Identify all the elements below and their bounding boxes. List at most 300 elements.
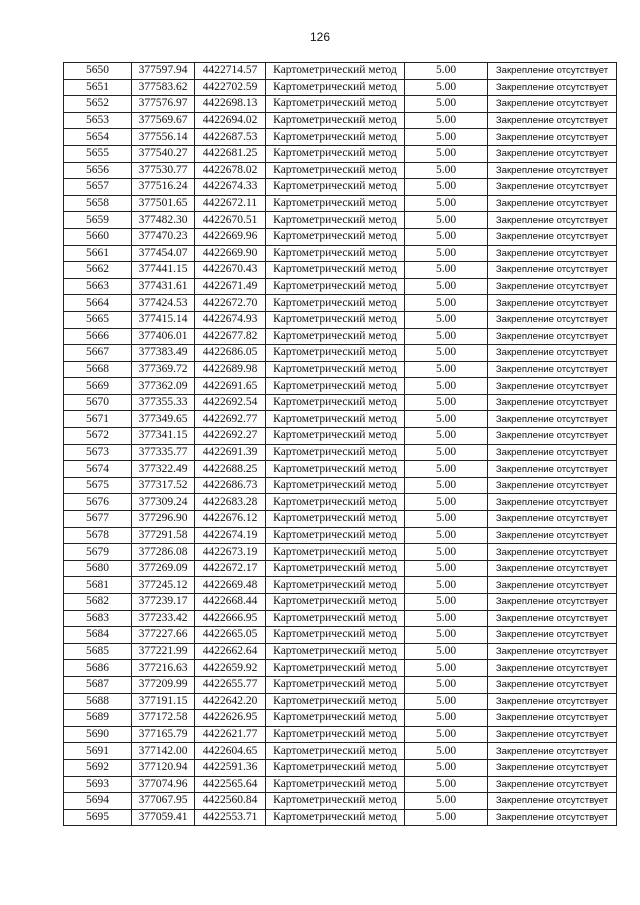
error-cell: 5.00 xyxy=(405,428,488,445)
point-number-cell: 5675 xyxy=(64,477,132,494)
fixation-cell: Закрепление отсутствует xyxy=(488,444,617,461)
fixation-cell: Закрепление отсутствует xyxy=(488,693,617,710)
error-cell: 5.00 xyxy=(405,262,488,279)
table-row xyxy=(64,477,617,494)
y-coordinate-cell: 4422674.33 xyxy=(195,179,266,196)
table-row xyxy=(64,627,617,644)
method-cell: Картометрический метод xyxy=(266,112,405,129)
error-cell: 5.00 xyxy=(405,63,488,80)
error-cell: 5.00 xyxy=(405,345,488,362)
y-coordinate-cell: 4422671.49 xyxy=(195,278,266,295)
x-coordinate-cell: 377362.09 xyxy=(132,378,195,395)
y-coordinate-cell: 4422694.02 xyxy=(195,112,266,129)
coordinates-table xyxy=(63,62,617,826)
error-cell: 5.00 xyxy=(405,759,488,776)
fixation-cell: Закрепление отсутствует xyxy=(488,759,617,776)
fixation-cell: Закрепление отсутствует xyxy=(488,278,617,295)
table-row xyxy=(64,129,617,146)
x-coordinate-cell: 377441.15 xyxy=(132,262,195,279)
point-number-cell: 5672 xyxy=(64,428,132,445)
x-coordinate-cell: 377335.77 xyxy=(132,444,195,461)
table-row xyxy=(64,328,617,345)
x-coordinate-cell: 377067.95 xyxy=(132,793,195,810)
table-row xyxy=(64,411,617,428)
fixation-cell: Закрепление отсутствует xyxy=(488,627,617,644)
y-coordinate-cell: 4422642.20 xyxy=(195,693,266,710)
point-number-cell: 5676 xyxy=(64,494,132,511)
error-cell: 5.00 xyxy=(405,743,488,760)
x-coordinate-cell: 377424.53 xyxy=(132,295,195,312)
method-cell: Картометрический метод xyxy=(266,527,405,544)
x-coordinate-cell: 377120.94 xyxy=(132,759,195,776)
table-row xyxy=(64,345,617,362)
x-coordinate-cell: 377516.24 xyxy=(132,179,195,196)
error-cell: 5.00 xyxy=(405,477,488,494)
error-cell: 5.00 xyxy=(405,527,488,544)
table-row xyxy=(64,494,617,511)
y-coordinate-cell: 4422560.84 xyxy=(195,793,266,810)
fixation-cell: Закрепление отсутствует xyxy=(488,527,617,544)
table-row xyxy=(64,96,617,113)
fixation-cell: Закрепление отсутствует xyxy=(488,361,617,378)
y-coordinate-cell: 4422676.12 xyxy=(195,511,266,528)
fixation-cell: Закрепление отсутствует xyxy=(488,793,617,810)
table-row xyxy=(64,610,617,627)
table-row xyxy=(64,428,617,445)
point-number-cell: 5659 xyxy=(64,212,132,229)
x-coordinate-cell: 377530.77 xyxy=(132,162,195,179)
fixation-cell: Закрепление отсутствует xyxy=(488,477,617,494)
y-coordinate-cell: 4422672.11 xyxy=(195,195,266,212)
fixation-cell: Закрепление отсутствует xyxy=(488,228,617,245)
point-number-cell: 5651 xyxy=(64,79,132,96)
fixation-cell: Закрепление отсутствует xyxy=(488,594,617,611)
table-row xyxy=(64,527,617,544)
y-coordinate-cell: 4422687.53 xyxy=(195,129,266,146)
y-coordinate-cell: 4422698.13 xyxy=(195,96,266,113)
fixation-cell: Закрепление отсутствует xyxy=(488,96,617,113)
fixation-cell: Закрепление отсутствует xyxy=(488,743,617,760)
x-coordinate-cell: 377576.97 xyxy=(132,96,195,113)
fixation-cell: Закрепление отсутствует xyxy=(488,776,617,793)
y-coordinate-cell: 4422692.27 xyxy=(195,428,266,445)
y-coordinate-cell: 4422692.77 xyxy=(195,411,266,428)
x-coordinate-cell: 377317.52 xyxy=(132,477,195,494)
point-number-cell: 5673 xyxy=(64,444,132,461)
method-cell: Картометрический метод xyxy=(266,361,405,378)
fixation-cell: Закрепление отсутствует xyxy=(488,195,617,212)
point-number-cell: 5668 xyxy=(64,361,132,378)
y-coordinate-cell: 4422669.48 xyxy=(195,577,266,594)
x-coordinate-cell: 377233.42 xyxy=(132,610,195,627)
x-coordinate-cell: 377569.67 xyxy=(132,112,195,129)
point-number-cell: 5678 xyxy=(64,527,132,544)
y-coordinate-cell: 4422702.59 xyxy=(195,79,266,96)
x-coordinate-cell: 377239.17 xyxy=(132,594,195,611)
error-cell: 5.00 xyxy=(405,494,488,511)
point-number-cell: 5661 xyxy=(64,245,132,262)
method-cell: Картометрический метод xyxy=(266,577,405,594)
error-cell: 5.00 xyxy=(405,461,488,478)
point-number-cell: 5670 xyxy=(64,394,132,411)
table-row xyxy=(64,112,617,129)
fixation-cell: Закрепление отсутствует xyxy=(488,577,617,594)
x-coordinate-cell: 377221.99 xyxy=(132,643,195,660)
error-cell: 5.00 xyxy=(405,112,488,129)
point-number-cell: 5684 xyxy=(64,627,132,644)
table-row xyxy=(64,79,617,96)
y-coordinate-cell: 4422683.28 xyxy=(195,494,266,511)
method-cell: Картометрический метод xyxy=(266,809,405,826)
error-cell: 5.00 xyxy=(405,560,488,577)
x-coordinate-cell: 377309.24 xyxy=(132,494,195,511)
y-coordinate-cell: 4422565.64 xyxy=(195,776,266,793)
method-cell: Картометрический метод xyxy=(266,710,405,727)
error-cell: 5.00 xyxy=(405,710,488,727)
x-coordinate-cell: 377406.01 xyxy=(132,328,195,345)
y-coordinate-cell: 4422621.77 xyxy=(195,726,266,743)
y-coordinate-cell: 4422669.96 xyxy=(195,228,266,245)
point-number-cell: 5666 xyxy=(64,328,132,345)
x-coordinate-cell: 377341.15 xyxy=(132,428,195,445)
coordinates-table-body xyxy=(64,63,617,826)
y-coordinate-cell: 4422714.57 xyxy=(195,63,266,80)
point-number-cell: 5685 xyxy=(64,643,132,660)
fixation-cell: Закрепление отсутствует xyxy=(488,295,617,312)
fixation-cell: Закрепление отсутствует xyxy=(488,328,617,345)
method-cell: Картометрический метод xyxy=(266,262,405,279)
x-coordinate-cell: 377227.66 xyxy=(132,627,195,644)
x-coordinate-cell: 377369.72 xyxy=(132,361,195,378)
x-coordinate-cell: 377349.65 xyxy=(132,411,195,428)
table-row xyxy=(64,793,617,810)
point-number-cell: 5689 xyxy=(64,710,132,727)
method-cell: Картометрический метод xyxy=(266,743,405,760)
error-cell: 5.00 xyxy=(405,179,488,196)
y-coordinate-cell: 4422677.82 xyxy=(195,328,266,345)
y-coordinate-cell: 4422670.51 xyxy=(195,212,266,229)
point-number-cell: 5662 xyxy=(64,262,132,279)
error-cell: 5.00 xyxy=(405,278,488,295)
error-cell: 5.00 xyxy=(405,544,488,561)
method-cell: Картометрический метод xyxy=(266,63,405,80)
method-cell: Картометрический метод xyxy=(266,776,405,793)
y-coordinate-cell: 4422591.36 xyxy=(195,759,266,776)
table-row xyxy=(64,145,617,162)
fixation-cell: Закрепление отсутствует xyxy=(488,311,617,328)
method-cell: Картометрический метод xyxy=(266,295,405,312)
point-number-cell: 5665 xyxy=(64,311,132,328)
table-row xyxy=(64,594,617,611)
y-coordinate-cell: 4422659.92 xyxy=(195,660,266,677)
error-cell: 5.00 xyxy=(405,444,488,461)
error-cell: 5.00 xyxy=(405,726,488,743)
error-cell: 5.00 xyxy=(405,676,488,693)
table-row xyxy=(64,461,617,478)
error-cell: 5.00 xyxy=(405,228,488,245)
error-cell: 5.00 xyxy=(405,793,488,810)
point-number-cell: 5691 xyxy=(64,743,132,760)
method-cell: Картометрический метод xyxy=(266,311,405,328)
point-number-cell: 5682 xyxy=(64,594,132,611)
x-coordinate-cell: 377597.94 xyxy=(132,63,195,80)
error-cell: 5.00 xyxy=(405,411,488,428)
table-row xyxy=(64,809,617,826)
y-coordinate-cell: 4422665.05 xyxy=(195,627,266,644)
y-coordinate-cell: 4422669.90 xyxy=(195,245,266,262)
table-row xyxy=(64,162,617,179)
error-cell: 5.00 xyxy=(405,594,488,611)
table-row xyxy=(64,361,617,378)
method-cell: Картометрический метод xyxy=(266,428,405,445)
method-cell: Картометрический метод xyxy=(266,79,405,96)
error-cell: 5.00 xyxy=(405,660,488,677)
x-coordinate-cell: 377583.62 xyxy=(132,79,195,96)
x-coordinate-cell: 377296.90 xyxy=(132,511,195,528)
table-row xyxy=(64,544,617,561)
y-coordinate-cell: 4422688.25 xyxy=(195,461,266,478)
method-cell: Картометрический метод xyxy=(266,212,405,229)
point-number-cell: 5683 xyxy=(64,610,132,627)
error-cell: 5.00 xyxy=(405,145,488,162)
table-row xyxy=(64,179,617,196)
method-cell: Картометрический метод xyxy=(266,411,405,428)
y-coordinate-cell: 4422673.19 xyxy=(195,544,266,561)
point-number-cell: 5677 xyxy=(64,511,132,528)
method-cell: Картометрический метод xyxy=(266,594,405,611)
method-cell: Картометрический метод xyxy=(266,610,405,627)
error-cell: 5.00 xyxy=(405,511,488,528)
point-number-cell: 5694 xyxy=(64,793,132,810)
point-number-cell: 5688 xyxy=(64,693,132,710)
y-coordinate-cell: 4422666.95 xyxy=(195,610,266,627)
y-coordinate-cell: 4422692.54 xyxy=(195,394,266,411)
y-coordinate-cell: 4422668.44 xyxy=(195,594,266,611)
table-row xyxy=(64,245,617,262)
point-number-cell: 5654 xyxy=(64,129,132,146)
table-row xyxy=(64,212,617,229)
y-coordinate-cell: 4422662.64 xyxy=(195,643,266,660)
x-coordinate-cell: 377191.15 xyxy=(132,693,195,710)
method-cell: Картометрический метод xyxy=(266,676,405,693)
point-number-cell: 5693 xyxy=(64,776,132,793)
error-cell: 5.00 xyxy=(405,809,488,826)
fixation-cell: Закрепление отсутствует xyxy=(488,245,617,262)
fixation-cell: Закрепление отсутствует xyxy=(488,643,617,660)
point-number-cell: 5671 xyxy=(64,411,132,428)
fixation-cell: Закрепление отсутствует xyxy=(488,660,617,677)
fixation-cell: Закрепление отсутствует xyxy=(488,262,617,279)
fixation-cell: Закрепление отсутствует xyxy=(488,544,617,561)
error-cell: 5.00 xyxy=(405,245,488,262)
method-cell: Картометрический метод xyxy=(266,278,405,295)
table-row xyxy=(64,726,617,743)
error-cell: 5.00 xyxy=(405,378,488,395)
fixation-cell: Закрепление отсутствует xyxy=(488,162,617,179)
x-coordinate-cell: 377216.63 xyxy=(132,660,195,677)
method-cell: Картометрический метод xyxy=(266,477,405,494)
table-row xyxy=(64,278,617,295)
point-number-cell: 5695 xyxy=(64,809,132,826)
table-row xyxy=(64,378,617,395)
method-cell: Картометрический метод xyxy=(266,793,405,810)
fixation-cell: Закрепление отсутствует xyxy=(488,179,617,196)
method-cell: Картометрический метод xyxy=(266,759,405,776)
method-cell: Картометрический метод xyxy=(266,228,405,245)
fixation-cell: Закрепление отсутствует xyxy=(488,411,617,428)
y-coordinate-cell: 4422686.05 xyxy=(195,345,266,362)
fixation-cell: Закрепление отсутствует xyxy=(488,378,617,395)
x-coordinate-cell: 377245.12 xyxy=(132,577,195,594)
x-coordinate-cell: 377454.07 xyxy=(132,245,195,262)
table-row xyxy=(64,444,617,461)
y-coordinate-cell: 4422672.17 xyxy=(195,560,266,577)
method-cell: Картометрический метод xyxy=(266,145,405,162)
method-cell: Картометрический метод xyxy=(266,643,405,660)
x-coordinate-cell: 377291.58 xyxy=(132,527,195,544)
method-cell: Картометрический метод xyxy=(266,494,405,511)
x-coordinate-cell: 377172.58 xyxy=(132,710,195,727)
method-cell: Картометрический метод xyxy=(266,394,405,411)
point-number-cell: 5660 xyxy=(64,228,132,245)
x-coordinate-cell: 377482.30 xyxy=(132,212,195,229)
page-number: 126 xyxy=(309,30,331,44)
table-row xyxy=(64,693,617,710)
y-coordinate-cell: 4422674.19 xyxy=(195,527,266,544)
fixation-cell: Закрепление отсутствует xyxy=(488,428,617,445)
y-coordinate-cell: 4422674.93 xyxy=(195,311,266,328)
x-coordinate-cell: 377209.99 xyxy=(132,676,195,693)
method-cell: Картометрический метод xyxy=(266,378,405,395)
point-number-cell: 5669 xyxy=(64,378,132,395)
error-cell: 5.00 xyxy=(405,643,488,660)
point-number-cell: 5681 xyxy=(64,577,132,594)
fixation-cell: Закрепление отсутствует xyxy=(488,394,617,411)
method-cell: Картометрический метод xyxy=(266,96,405,113)
method-cell: Картометрический метод xyxy=(266,560,405,577)
x-coordinate-cell: 377470.23 xyxy=(132,228,195,245)
y-coordinate-cell: 4422691.39 xyxy=(195,444,266,461)
method-cell: Картометрический метод xyxy=(266,511,405,528)
x-coordinate-cell: 377059.41 xyxy=(132,809,195,826)
point-number-cell: 5680 xyxy=(64,560,132,577)
table-row xyxy=(64,643,617,660)
table-row xyxy=(64,577,617,594)
table-row xyxy=(64,676,617,693)
fixation-cell: Закрепление отсутствует xyxy=(488,145,617,162)
point-number-cell: 5655 xyxy=(64,145,132,162)
y-coordinate-cell: 4422604.65 xyxy=(195,743,266,760)
x-coordinate-cell: 377074.96 xyxy=(132,776,195,793)
table-row xyxy=(64,776,617,793)
x-coordinate-cell: 377355.33 xyxy=(132,394,195,411)
table-row xyxy=(64,63,617,80)
fixation-cell: Закрепление отсутствует xyxy=(488,461,617,478)
method-cell: Картометрический метод xyxy=(266,726,405,743)
error-cell: 5.00 xyxy=(405,610,488,627)
y-coordinate-cell: 4422691.65 xyxy=(195,378,266,395)
method-cell: Картометрический метод xyxy=(266,461,405,478)
table-row xyxy=(64,660,617,677)
method-cell: Картометрический метод xyxy=(266,129,405,146)
fixation-cell: Закрепление отсутствует xyxy=(488,63,617,80)
x-coordinate-cell: 377415.14 xyxy=(132,311,195,328)
point-number-cell: 5679 xyxy=(64,544,132,561)
x-coordinate-cell: 377286.08 xyxy=(132,544,195,561)
point-number-cell: 5650 xyxy=(64,63,132,80)
error-cell: 5.00 xyxy=(405,129,488,146)
method-cell: Картометрический метод xyxy=(266,328,405,345)
point-number-cell: 5663 xyxy=(64,278,132,295)
point-number-cell: 5674 xyxy=(64,461,132,478)
x-coordinate-cell: 377540.27 xyxy=(132,145,195,162)
method-cell: Картометрический метод xyxy=(266,195,405,212)
fixation-cell: Закрепление отсутствует xyxy=(488,345,617,362)
table-row xyxy=(64,511,617,528)
method-cell: Картометрический метод xyxy=(266,179,405,196)
error-cell: 5.00 xyxy=(405,311,488,328)
error-cell: 5.00 xyxy=(405,212,488,229)
point-number-cell: 5656 xyxy=(64,162,132,179)
method-cell: Картометрический метод xyxy=(266,544,405,561)
fixation-cell: Закрепление отсутствует xyxy=(488,726,617,743)
point-number-cell: 5692 xyxy=(64,759,132,776)
method-cell: Картометрический метод xyxy=(266,162,405,179)
table-row xyxy=(64,759,617,776)
error-cell: 5.00 xyxy=(405,195,488,212)
table-row xyxy=(64,710,617,727)
fixation-cell: Закрепление отсутствует xyxy=(488,560,617,577)
method-cell: Картометрический метод xyxy=(266,444,405,461)
point-number-cell: 5686 xyxy=(64,660,132,677)
point-number-cell: 5664 xyxy=(64,295,132,312)
fixation-cell: Закрепление отсутствует xyxy=(488,676,617,693)
table-row xyxy=(64,743,617,760)
error-cell: 5.00 xyxy=(405,776,488,793)
error-cell: 5.00 xyxy=(405,328,488,345)
y-coordinate-cell: 4422670.43 xyxy=(195,262,266,279)
table-row xyxy=(64,262,617,279)
y-coordinate-cell: 4422655.77 xyxy=(195,676,266,693)
method-cell: Картометрический метод xyxy=(266,660,405,677)
x-coordinate-cell: 377501.65 xyxy=(132,195,195,212)
y-coordinate-cell: 4422686.73 xyxy=(195,477,266,494)
y-coordinate-cell: 4422672.70 xyxy=(195,295,266,312)
table-row xyxy=(64,311,617,328)
fixation-cell: Закрепление отсутствует xyxy=(488,129,617,146)
error-cell: 5.00 xyxy=(405,577,488,594)
y-coordinate-cell: 4422689.98 xyxy=(195,361,266,378)
point-number-cell: 5690 xyxy=(64,726,132,743)
error-cell: 5.00 xyxy=(405,162,488,179)
error-cell: 5.00 xyxy=(405,96,488,113)
table-row xyxy=(64,228,617,245)
fixation-cell: Закрепление отсутствует xyxy=(488,710,617,727)
method-cell: Картометрический метод xyxy=(266,345,405,362)
x-coordinate-cell: 377322.49 xyxy=(132,461,195,478)
table-row xyxy=(64,295,617,312)
error-cell: 5.00 xyxy=(405,627,488,644)
fixation-cell: Закрепление отсутствует xyxy=(488,112,617,129)
y-coordinate-cell: 4422678.02 xyxy=(195,162,266,179)
x-coordinate-cell: 377165.79 xyxy=(132,726,195,743)
fixation-cell: Закрепление отсутствует xyxy=(488,212,617,229)
point-number-cell: 5658 xyxy=(64,195,132,212)
point-number-cell: 5652 xyxy=(64,96,132,113)
fixation-cell: Закрепление отсутствует xyxy=(488,610,617,627)
x-coordinate-cell: 377431.61 xyxy=(132,278,195,295)
x-coordinate-cell: 377383.49 xyxy=(132,345,195,362)
